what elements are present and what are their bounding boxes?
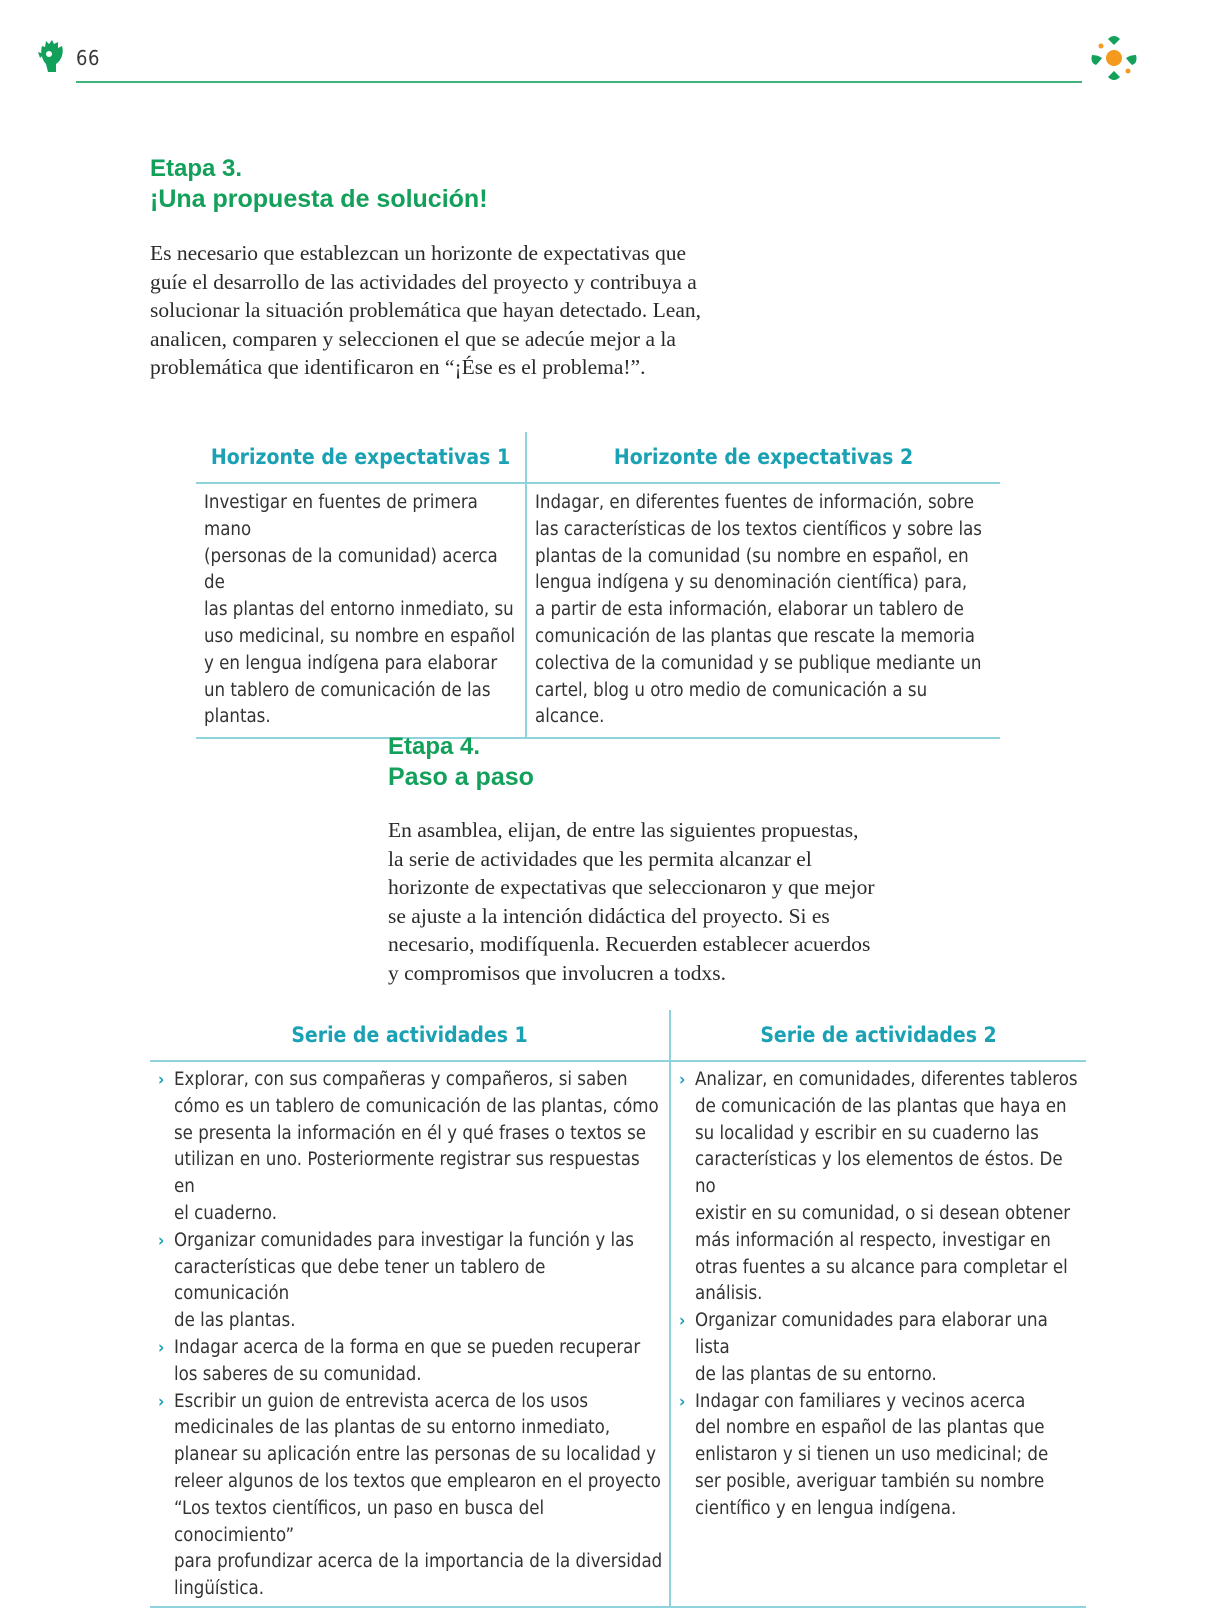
series-2-cell xyxy=(670,1061,1086,1607)
paragraph-line: necesario, modifíquenla. Recuerden establecer acuerdos xyxy=(388,932,871,956)
cell-line: lengua indígena y su denominación científica) para, xyxy=(535,572,968,594)
activity-line: características que debe tener un tablero de comunicación xyxy=(174,1256,546,1305)
chevron-bullet-icon: › xyxy=(158,1391,165,1412)
activity-line: Indagar acerca de la forma en que se pueden recuperar xyxy=(174,1336,641,1358)
activity-line: lingüística. xyxy=(174,1578,264,1600)
cell-line: Investigar en fuentes de primera mano xyxy=(204,492,478,540)
activity-line: los saberes de su comunidad. xyxy=(174,1363,422,1385)
cell-line: un tablero de comunicación de las xyxy=(204,679,491,701)
activity-line: más información al respecto, investigar en xyxy=(695,1229,1051,1251)
activity-item xyxy=(150,1335,663,1389)
paragraph-line: En asamblea, elijan, de entre las siguientes propuestas, xyxy=(388,818,859,842)
stage3-paragraph xyxy=(150,239,790,382)
activity-item xyxy=(671,1389,1080,1523)
activity-line: del nombre en español de las plantas que xyxy=(695,1417,1045,1439)
activity-line: medicinales de las plantas de su entorno inmediato, xyxy=(174,1417,611,1439)
activity-line: existir en su comunidad, o si desean obtener xyxy=(695,1202,1071,1224)
cell-line: plantas. xyxy=(204,706,271,728)
horizon-1-header: Horizonte de expectativas 1 xyxy=(196,432,526,483)
paragraph-line: Es necesario que establezcan un horizonte de expectativas que xyxy=(150,241,687,265)
cell-line: y en lengua indígena para elaborar xyxy=(204,652,498,674)
activity-line: releer algunos de los textos que emplearon en el proyecto xyxy=(174,1470,661,1492)
cell-line: las plantas del entorno inmediato, su xyxy=(204,599,514,621)
activity-line: su localidad y escribir en su cuaderno las xyxy=(695,1122,1039,1144)
cell-line: colectiva de la comunidad y se publique mediante un xyxy=(535,652,982,674)
activities-table xyxy=(150,1010,1086,1608)
series-1-list xyxy=(150,1067,663,1603)
activity-line: se presenta la información en él y qué frases o textos se xyxy=(174,1122,647,1144)
cell-line: Indagar, en diferentes fuentes de información, sobre xyxy=(535,492,975,513)
page-number: 66 xyxy=(76,46,100,70)
series-1-header: Serie de actividades 1 xyxy=(150,1010,670,1061)
cell-line: plantas de la comunidad (su nombre en español, en xyxy=(535,545,969,567)
stage4-subtitle: Paso a paso xyxy=(388,763,534,791)
cell-line: comunicación de las plantas que rescate la memoria xyxy=(535,625,975,647)
chevron-bullet-icon: › xyxy=(679,1070,686,1090)
stage3-title: Etapa 3. xyxy=(150,155,243,182)
activity-item xyxy=(671,1067,1080,1308)
activity-item xyxy=(671,1308,1080,1388)
chevron-bullet-icon: › xyxy=(158,1070,165,1090)
green-hand-emblem-icon xyxy=(36,38,66,74)
activity-line: para profundizar acerca de la importancia de la diversidad xyxy=(174,1551,663,1573)
series-2-list xyxy=(671,1067,1080,1523)
horizon-2-cell xyxy=(526,483,1000,738)
chevron-bullet-icon: › xyxy=(158,1230,165,1251)
paragraph-line: horizonte de expectativas que seleccionaron y que mejor xyxy=(388,875,875,899)
activity-line: ser posible, averiguar también su nombre xyxy=(695,1470,1045,1492)
header-rule xyxy=(76,81,1082,83)
activity-line: Organizar comunidades para elaborar una lista xyxy=(695,1310,1048,1358)
activity-line: enlistaron y si tienen un uso medicinal; de xyxy=(695,1444,1049,1466)
paragraph-line: y compromisos que involucren a todxs. xyxy=(388,960,726,985)
activity-line: Explorar, con sus compañeras y compañeros, si saben xyxy=(174,1069,628,1090)
activity-line: “Los textos científicos, un paso en busca del conocimiento” xyxy=(174,1497,545,1546)
stage3-subtitle: ¡Una propuesta de solución! xyxy=(150,185,488,213)
cell-line: a partir de esta información, elaborar un tablero de xyxy=(535,599,964,621)
paragraph-line: analicen, comparen y seleccionen el que se adecúe mejor a la xyxy=(150,326,676,351)
activity-line: de las plantas de su entorno. xyxy=(695,1363,937,1385)
cell-line: cartel, blog u otro medio de comunicación a su alcance. xyxy=(535,679,928,728)
activity-line: cómo es un tablero de comunicación de las plantas, cómo xyxy=(174,1095,659,1117)
paragraph-line: problemática que identificaron en “¡Ése es el problema!”. xyxy=(150,355,646,379)
activity-item xyxy=(150,1067,663,1228)
horizon-1-cell xyxy=(196,483,526,738)
paragraph-line: se ajuste a la intención didáctica del proyecto. Si es xyxy=(388,903,830,928)
activity-line: de las plantas. xyxy=(174,1310,296,1332)
activity-line: Indagar con familiares y vecinos acerca xyxy=(695,1390,1026,1412)
cell-line: uso medicinal, su nombre en español xyxy=(204,625,516,647)
activity-line: utilizan en uno. Posteriormente registrar sus respuestas en xyxy=(174,1149,640,1198)
chevron-bullet-icon: › xyxy=(679,1311,686,1332)
paragraph-line: la serie de actividades que les permita alcanzar el xyxy=(388,846,812,871)
cell-line: las características de los textos científicos y sobre las xyxy=(535,518,982,540)
activity-line: planear su aplicación entre las personas de su localidad y xyxy=(174,1444,656,1466)
horizon-2-header: Horizonte de expectativas 2 xyxy=(526,432,1000,483)
stage4-heading xyxy=(388,732,988,792)
activity-line: Organizar comunidades para investigar la función y las xyxy=(174,1229,634,1251)
activity-line: el cuaderno. xyxy=(174,1202,278,1224)
horizons-table xyxy=(196,432,1000,739)
paragraph-line: guíe el desarrollo de las actividades del proyecto y contribuya a xyxy=(150,269,697,294)
series-2-header: Serie de actividades 2 xyxy=(670,1010,1086,1061)
series-1-cell xyxy=(150,1061,670,1607)
activity-line: Analizar, en comunidades, diferentes tableros xyxy=(695,1069,1078,1090)
stage3-heading xyxy=(150,154,850,214)
stage4-paragraph xyxy=(388,816,1008,987)
activity-item xyxy=(150,1228,663,1335)
stage4-title: Etapa 4. xyxy=(388,733,481,760)
activity-line: Escribir un guion de entrevista acerca de los usos xyxy=(174,1390,589,1412)
chevron-bullet-icon: › xyxy=(679,1391,686,1412)
paragraph-line: solucionar la situación problemática que hayan detectado. Lean, xyxy=(150,298,702,322)
colored-flower-emblem-icon xyxy=(1088,33,1140,83)
cell-line: (personas de la comunidad) acerca de xyxy=(204,545,498,594)
activity-line: otras fuentes a su alcance para completar el xyxy=(695,1256,1068,1278)
activity-item xyxy=(150,1389,663,1603)
activity-line: análisis. xyxy=(695,1283,763,1305)
chevron-bullet-icon: › xyxy=(158,1337,165,1358)
activity-line: características y los elementos de éstos. De no xyxy=(695,1149,1063,1198)
activity-line: científico y en lengua indígena. xyxy=(695,1497,957,1519)
activity-line: de comunicación de las plantas que haya en xyxy=(695,1095,1067,1117)
